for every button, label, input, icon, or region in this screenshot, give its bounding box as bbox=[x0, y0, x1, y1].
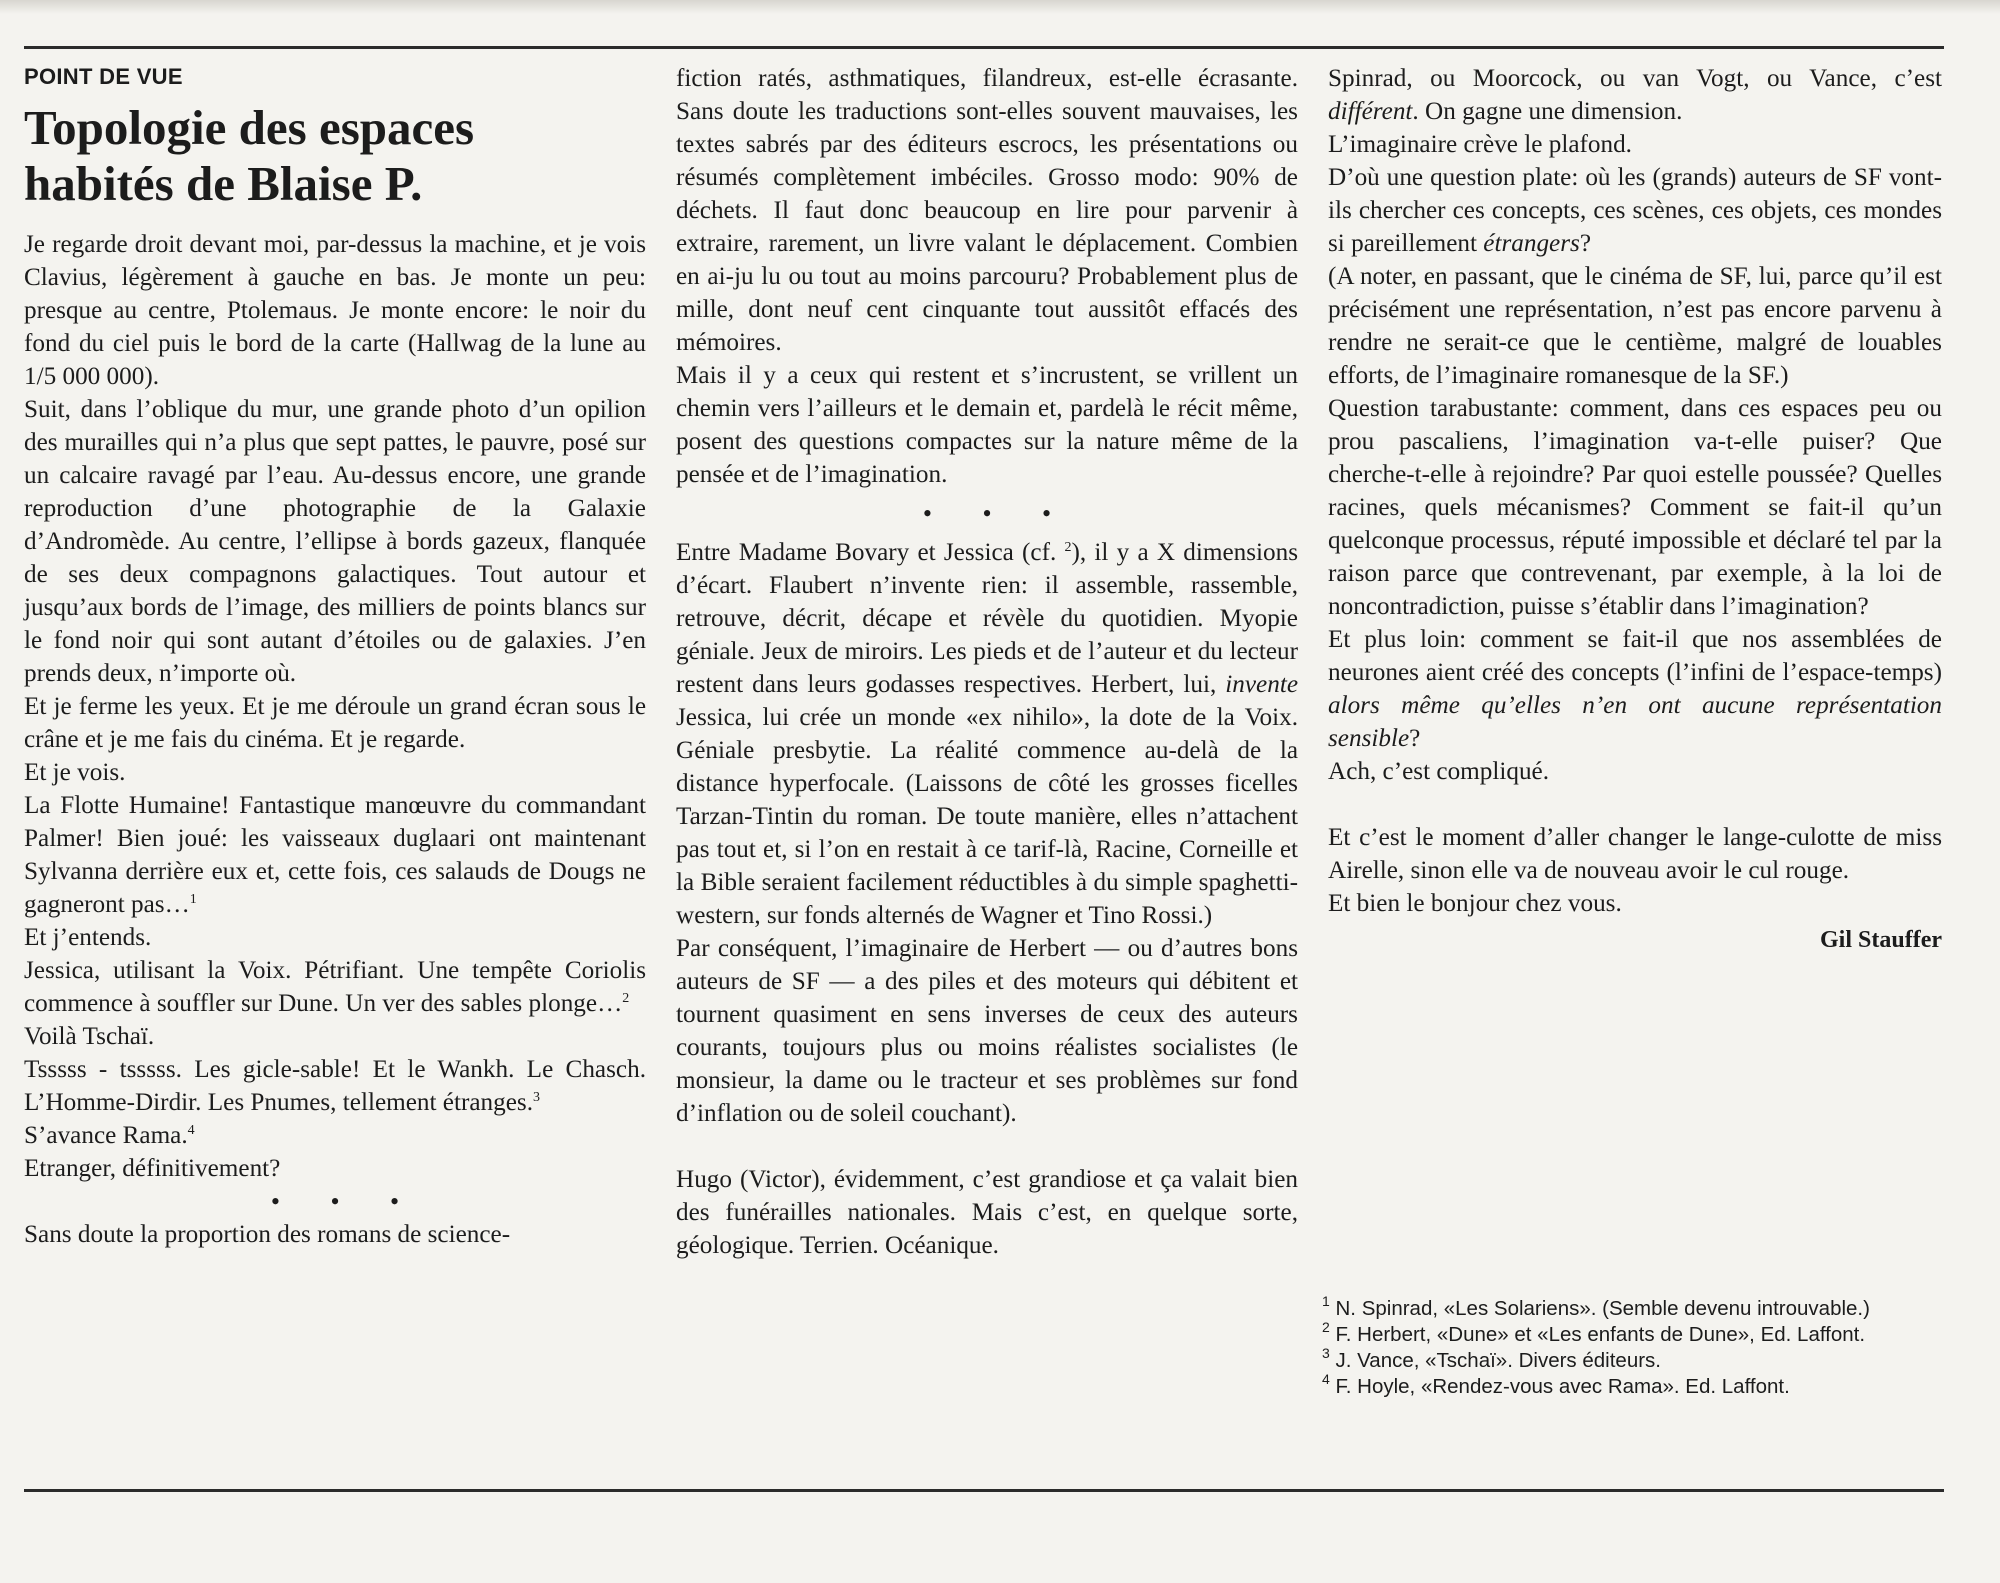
paragraph: Mais il y a ceux qui restent et s’incrustent, se vrillent un chemin vers l’ailleurs et le demain et, pardelà le récit même, posent des questions compactes sur la nature même de la pensée et de l’imagination. bbox=[676, 362, 1298, 488]
column-1 bbox=[24, 62, 646, 1251]
footnote-text: F. Herbert, «Dune» et «Les enfants de Dune», Ed. Laffont. bbox=[1335, 1323, 1866, 1346]
paragraph: L’imaginaire crève le plafond. bbox=[1328, 131, 1632, 158]
paragraph: fiction ratés, asthmatiques, filandreux, est-elle écrasante. Sans doute les traductions sont-elles souvent mauvaises, les textes sabrés par des éditeurs escrocs, les présentations ou résumés complètement imbéciles. Grosso modo: 90% de déchets. Il faut donc beaucoup en lire pour parvenir à extraire, rarement, un livre valant le déplacement. Combien en ai-ju lu ou tout au moins parcouru? Probablement plus de mille, dont neuf cent cinquante tout aussitôt effacés des mémoires. bbox=[676, 65, 1298, 356]
paragraph: Et je ferme les yeux. Et je me déroule un grand écran sous le crâne et je me fais du cinéma. Et je regarde. bbox=[24, 693, 646, 753]
footnote-number: 2 bbox=[1322, 1319, 1330, 1335]
paragraph bbox=[24, 789, 646, 921]
footnote-ref: 1 bbox=[189, 892, 197, 907]
paragraph: Sans doute la proportion des romans de science- bbox=[24, 1221, 511, 1248]
footnotes bbox=[1322, 1293, 1938, 1400]
paragraph bbox=[1328, 62, 1942, 128]
footnote-text: N. Spinrad, «Les Solariens». (Semble devenu introuvable.) bbox=[1335, 1297, 1870, 1320]
footnote-ref: 2 bbox=[622, 991, 630, 1006]
scan-edge bbox=[0, 0, 2000, 14]
emphasis: différent bbox=[1328, 98, 1413, 125]
paragraph: Et j’entends. bbox=[24, 924, 152, 951]
footnote bbox=[1322, 1371, 1938, 1400]
paragraph-text: ? bbox=[1579, 230, 1592, 257]
paragraph-text: S’avance Rama. bbox=[24, 1122, 188, 1149]
emphasis: alors même qu’elles n’en ont aucune représentation sensible bbox=[1328, 692, 1942, 752]
emphasis: invente bbox=[1225, 671, 1299, 698]
footnote bbox=[1322, 1293, 1938, 1322]
paragraph: Hugo (Victor), évidemment, c’est grandiose et ça valait bien des funérailles nationales. Mais c’est, en quelque sorte, géologique. Terrien. Océanique. bbox=[676, 1166, 1298, 1259]
footnote-number: 3 bbox=[1322, 1345, 1330, 1361]
section-break: • • • bbox=[922, 499, 1074, 528]
paragraph bbox=[24, 954, 646, 1020]
paragraph: Etranger, définitivement? bbox=[24, 1155, 281, 1182]
footnote-ref: 2 bbox=[1064, 540, 1072, 555]
paragraph bbox=[24, 1053, 646, 1119]
paragraph: Voilà Tschaï. bbox=[24, 1023, 155, 1050]
paragraph-text: La Flotte Humaine! Fantastique manœuvre du commandant Palmer! Bien joué: les vaisseaux duglaari ont maintenant Sylvanna derrière eux et, cette fois, ces salauds de Dougs ne gagneront pas… bbox=[24, 792, 646, 918]
footnote bbox=[1322, 1345, 1938, 1374]
article-title bbox=[24, 100, 646, 212]
bottom-rule bbox=[24, 1489, 1944, 1492]
paragraph: Et c’est le moment d’aller changer le lange-culotte de miss Airelle, sinon elle va de nouveau avoir le cul rouge. bbox=[1328, 824, 1942, 884]
paragraph: (A noter, en passant, que le cinéma de SF, lui, parce qu’il est précisément une représentation, n’est pas encore parvenu à rendre ne serait-ce que le centième, malgré de louables efforts, de l’imaginaire romanesque de la SF.) bbox=[1328, 263, 1942, 389]
spacer bbox=[676, 1130, 1298, 1163]
paragraph-text: D’où une question plate: où les (grands) auteurs de SF vont-ils chercher ces concepts, ces scènes, ces objets, ces mondes si pareillement bbox=[1328, 164, 1942, 257]
footnote bbox=[1322, 1319, 1938, 1348]
paragraph bbox=[24, 1119, 646, 1152]
section-break: • • • bbox=[270, 1187, 422, 1216]
paragraph bbox=[676, 536, 1298, 932]
paragraph: Et bien le bonjour chez vous. bbox=[1328, 890, 1622, 917]
author-signature: Gil Stauffer bbox=[1820, 927, 1942, 953]
paragraph-text: Jessica, utilisant la Voix. Pétrifiant. Une tempête Coriolis commence à souffler sur Dune. Un ver des sables plonge… bbox=[24, 957, 646, 1017]
footnote-ref: 4 bbox=[187, 1123, 195, 1138]
title-line-2: habités de Blaise P. bbox=[24, 156, 423, 211]
paragraph-text: Et plus loin: comment se fait-il que nos assemblées de neurones aient créé des concepts (l’infini de l’espace-temps) bbox=[1328, 626, 1942, 686]
paragraph: Et je vois. bbox=[24, 759, 126, 786]
emphasis: étrangers bbox=[1483, 230, 1580, 257]
paragraph-text: . On gagne une dimension. bbox=[1412, 98, 1683, 125]
spacer bbox=[1328, 788, 1942, 821]
kicker: POINT DE VUE bbox=[24, 64, 183, 89]
paragraph: Je regarde droit devant moi, par-dessus la machine, et je vois Clavius, légèrement à gauche en bas. Je monte un peu: presque au centre, Ptolemaus. Je monte encore: le noir du fond du ciel puis le bord de la carte (Hallwag de la lune au 1/5 000 000). bbox=[24, 231, 646, 390]
paragraph: Suit, dans l’oblique du mur, une grande photo d’un opilion des murailles qui n’a plus que sept pattes, le pauvre, posé sur un calcaire ravagé par l’eau. Au-dessus encore, une grande reproduction d’une photographie de la Galaxie d’Andromède. Au centre, l’ellipse à bords gazeux, flanquée de ses deux compagnons galactiques. Tout autour et jusqu’aux bords de l’image, des milliers de points blancs sur le fond noir qui sont autant d’étoiles ou de galaxies. J’en prends deux, n’importe où. bbox=[24, 396, 646, 687]
footnote-ref: 3 bbox=[533, 1090, 540, 1105]
paragraph-text: Jessica, lui crée un monde «ex nihilo», la dote de la Voix. Géniale presbytie. La réalité commence au-delà de la distance hyperfocale. (Laissons de côté les grosses ficelles Tarzan-Tintin du roman. De toute manière, elles n’attachent pas tout et, si l’on en restait à ce tarif-là, Racine, Corneille et la Bible seraient facilement réductibles à du simple spaghetti-western, sur fonds alternés de Wagner et Tino Rossi.) bbox=[676, 704, 1298, 929]
title-line-1: Topologie des espaces bbox=[24, 100, 475, 155]
paragraph: Par conséquent, l’imaginaire de Herbert — ou d’autres bons auteurs de SF — a des piles et des moteurs qui débitent et tournent quasiment en sens inverses de ceux des auteurs courants, toujours plus ou moins réalistes socialistes (le monsieur, la dame ou le tracteur et ses problèmes sur fond d’inflation ou de soleil couchant). bbox=[676, 935, 1298, 1127]
footnote-number: 4 bbox=[1322, 1371, 1330, 1387]
paragraph-text: Entre Madame Bovary et Jessica (cf. bbox=[676, 539, 1057, 566]
paragraph-text: ), il y a X dimensions d’écart. Flaubert n’invente rien: il assemble, rassemble, retrouve, décrit, décape et révèle du quotidien. Myopie géniale. Jeux de miroirs. Les pieds et de l’auteur et du lecteur restent dans leurs godasses respectives. Herbert, lui, bbox=[676, 539, 1299, 698]
column-3 bbox=[1328, 62, 1942, 960]
paragraph-text: Spinrad, ou Moorcock, ou van Vogt, ou Vance, c’est bbox=[1328, 65, 1942, 92]
footnote-number: 1 bbox=[1322, 1293, 1330, 1309]
footnote-text: J. Vance, «Tschaï». Divers éditeurs. bbox=[1335, 1349, 1661, 1372]
paragraph: Ach, c’est compliqué. bbox=[1328, 758, 1550, 785]
footnote-text: F. Hoyle, «Rendez-vous avec Rama». Ed. Laffont. bbox=[1335, 1375, 1790, 1398]
paragraph bbox=[1328, 161, 1942, 260]
column-2 bbox=[676, 62, 1298, 1262]
paragraph: Question tarabustante: comment, dans ces espaces peu ou prou pascaliens, l’imagination va-t-elle puiser? Que cherche-t-elle à rejoindre? Par quoi estelle poussée? Quelles racines, quels mécanismes? Comment se fait-il qu’un quelconque processus, réputé impossible et déclaré tel par la raison parce que contrevenant, par exemple, à la loi de noncontradiction, puisse s’établir dans l’imagination? bbox=[1328, 395, 1942, 620]
paragraph-text: ? bbox=[1409, 725, 1421, 752]
top-rule bbox=[24, 46, 1944, 49]
paragraph-text: Tsssss - tsssss. Les gicle-sable! Et le Wankh. Le Chasch. L’Homme-Dirdir. Les Pnumes, tellement étranges. bbox=[24, 1056, 646, 1116]
paragraph bbox=[1328, 623, 1942, 755]
